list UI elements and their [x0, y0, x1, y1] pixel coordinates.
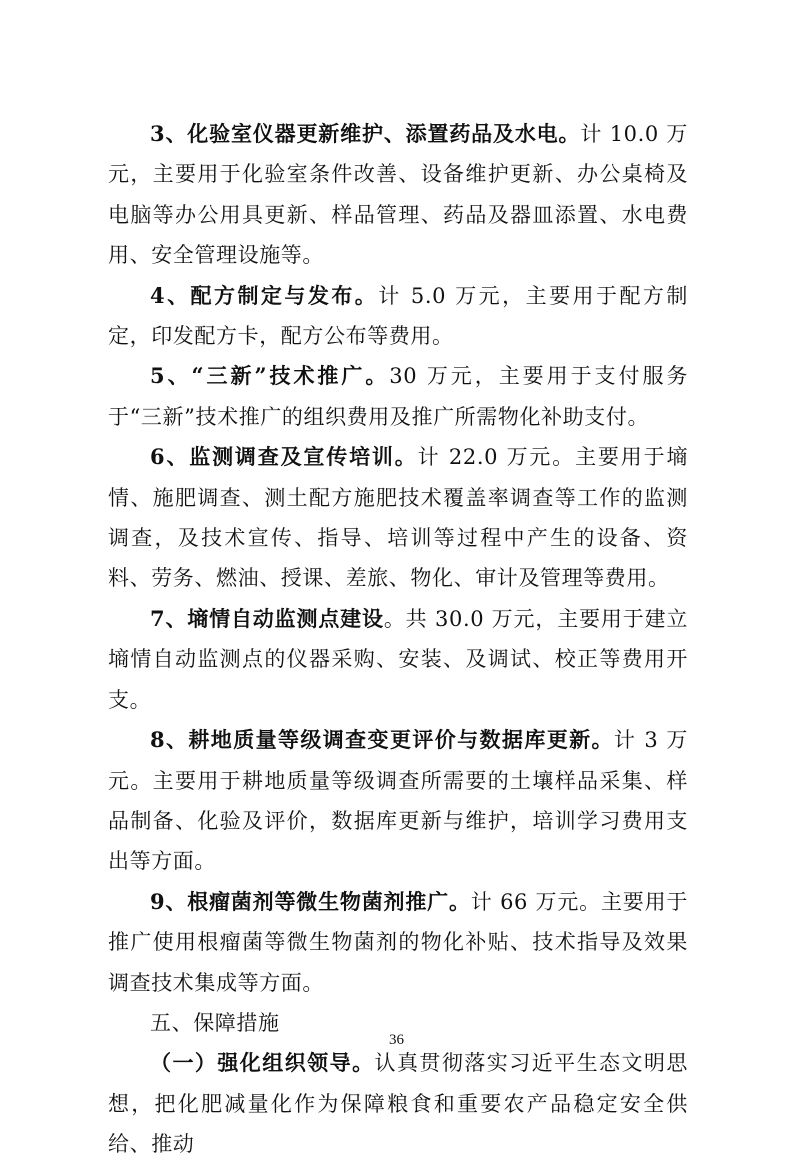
- section-title: 五、保障措施: [150, 1010, 280, 1035]
- paragraph-body: 计 66 万元。主要用于推广使用根瘤菌等微生物菌剂的物化补贴、技术指导及效果调查技术集成等方面。: [108, 889, 688, 995]
- paragraph-heading: 5、“三新”技术推广。: [150, 363, 390, 389]
- paragraph-three-new-promotion: [108, 356, 688, 437]
- paragraph-organization-leadership: [108, 1043, 688, 1164]
- paragraph-heading: （一）强化组织领导。: [150, 1050, 375, 1076]
- paragraph-farmland-quality: [108, 720, 688, 882]
- paragraph-body: 计 3 万元。主要用于耕地质量等级调查所需要的土壤样品采集、样品制备、化验及评价，数据库更新与维护，培训学习费用支出等方面。: [108, 728, 688, 874]
- paragraph-body: 计 22.0 万元。主要用于墒情、施肥调查、测土配方施肥技术覆盖率调查等工作的监测调查，及技术宣传、指导、培训等过程中产生的设备、资料、劳务、燃油、授课、差旅、物化、审计及管理等费用。: [108, 445, 689, 591]
- paragraph-body: 认真贯彻落实习近平生态文明思想，把化肥减量化作为保障粮食和重要农产品稳定安全供给、推动: [108, 1051, 689, 1157]
- paragraph-heading: 3、化验室仪器更新维护、添置药品及水电。: [150, 121, 581, 146]
- paragraph-heading: 7、墒情自动监测点建设: [150, 605, 384, 631]
- paragraph-lab-equipment: [108, 114, 688, 276]
- paragraph-body: 30 万元，主要用于支付服务于“三新”技术推广的组织费用及推广所需物化补助支付。: [108, 364, 689, 429]
- paragraph-heading: 4、配方制定与发布。: [150, 282, 379, 308]
- paragraph-microbial-agents: [108, 882, 688, 1003]
- paragraph-body: 计 10.0 万元，主要用于化验室条件改善、设备维护更新、办公桌椅及电脑等办公用具更新、样品管理、药品及器皿添置、水电费用、安全管理设施等。: [108, 122, 688, 268]
- document-body: [108, 114, 688, 1165]
- paragraph-body: 计 5.0 万元，主要用于配方制定，印发配方卡，配方公布等费用。: [108, 283, 688, 349]
- paragraph-formula-release: [108, 276, 688, 357]
- paragraph-body: 。共 30.0 万元，主要用于建立墒情自动监测点的仪器采购、安装、及调试、校正等费用开支。: [108, 606, 688, 712]
- paragraph-heading: 8、耕地质量等级调查变更评价与数据库更新。: [150, 727, 614, 753]
- paragraph-moisture-monitoring: [108, 599, 688, 720]
- paragraph-heading: 6、监测调查及宣传培训。: [150, 444, 418, 470]
- paragraph-heading: 9、根瘤菌剂等微生物菌剂推广。: [150, 888, 471, 914]
- paragraph-monitoring-training: [108, 437, 688, 599]
- page-number: 36: [389, 1032, 404, 1048]
